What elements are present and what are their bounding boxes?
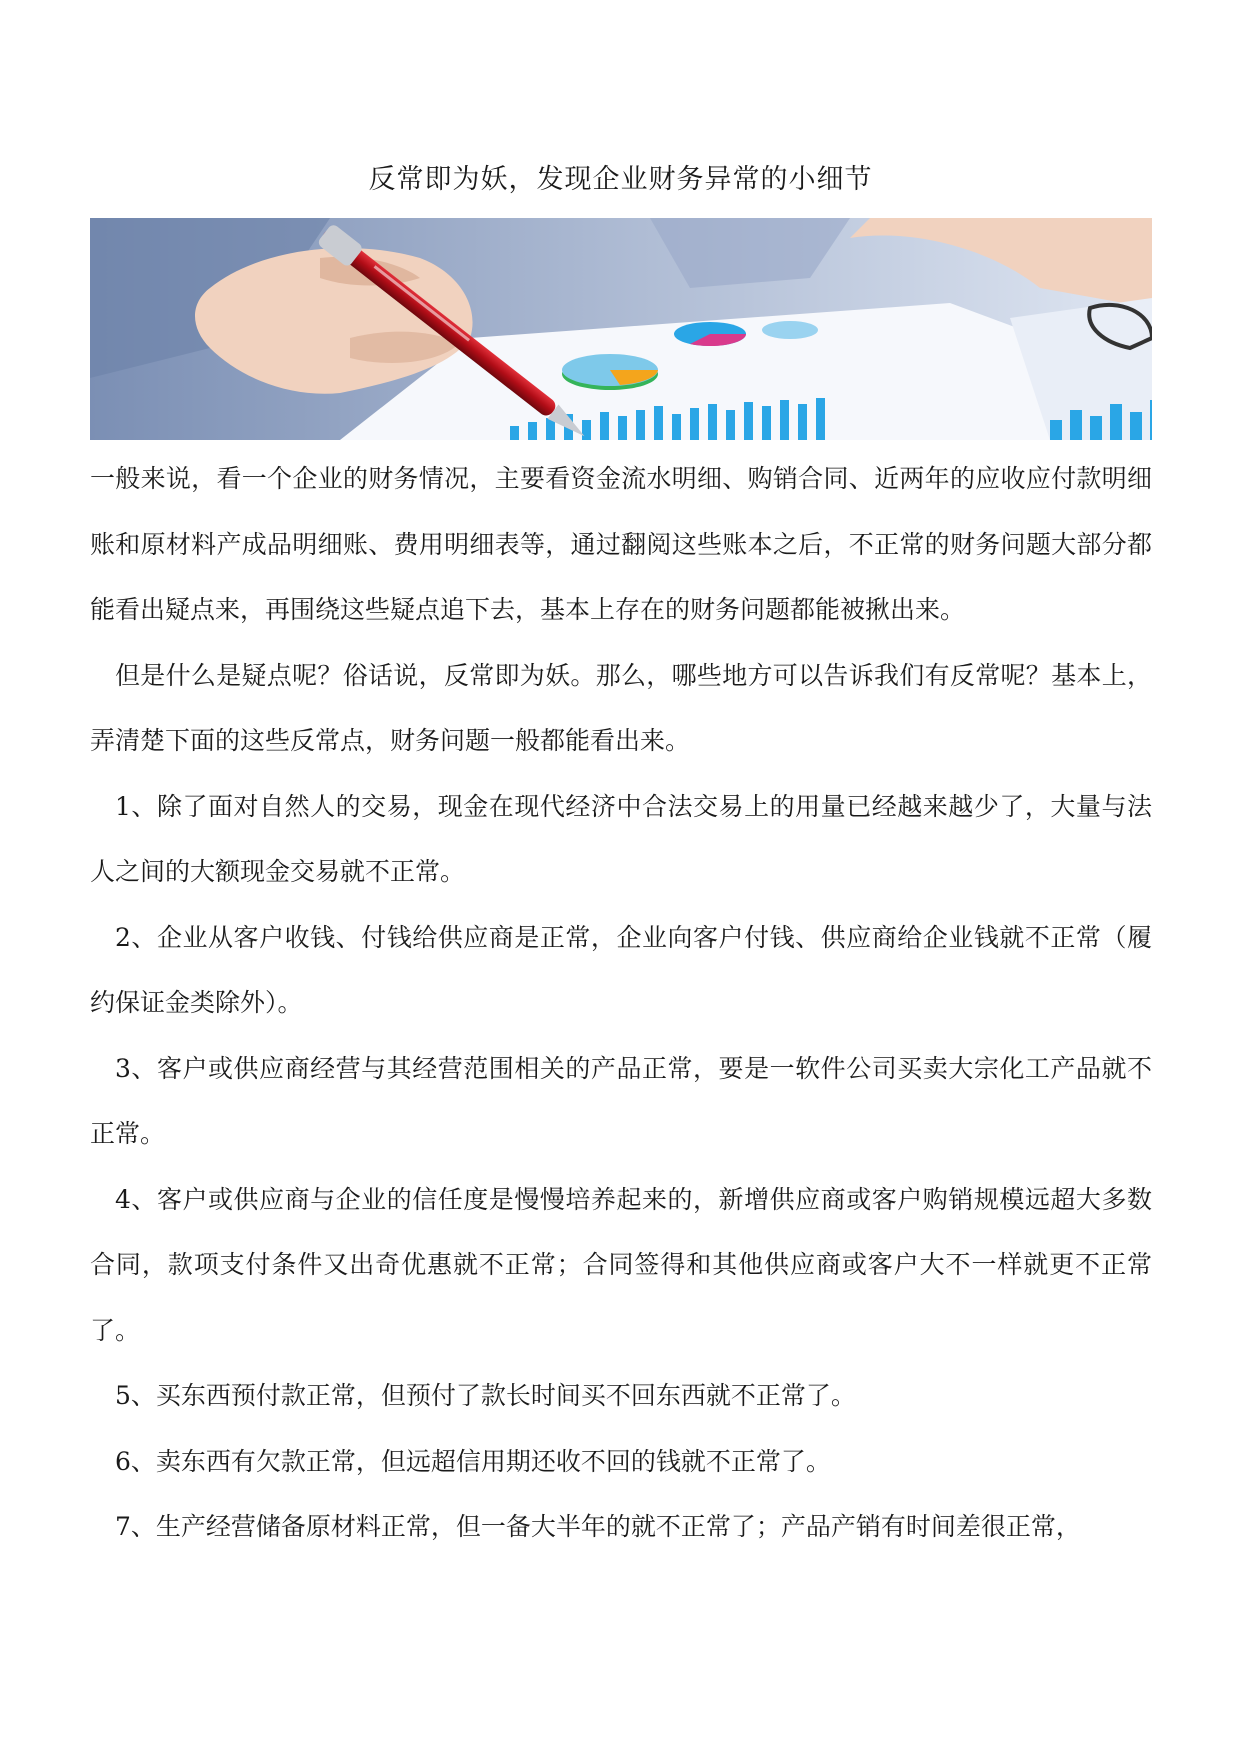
banner-illustration <box>90 218 1152 440</box>
banner-image <box>90 218 1152 440</box>
paragraph: 3、客户或供应商经营与其经营范围相关的产品正常，要是一软件公司买卖大宗化工产品就不正常。 <box>90 1053 1152 1148</box>
chart-bar <box>1150 400 1152 440</box>
document-title: 反常即为妖，发现企业财务异常的小细节 <box>368 164 873 195</box>
chart-bar <box>1110 404 1122 440</box>
chart-bar <box>600 412 609 440</box>
chart-bar <box>1130 412 1142 440</box>
chart-bar <box>780 400 789 440</box>
paragraph: 但是什么是疑点呢？俗话说，反常即为妖。那么，哪些地方可以告诉我们有反常呢？基本上，弄清楚下面的这些反常点，财务问题一般都能看出来。 <box>90 660 1152 755</box>
chart-bar <box>636 410 645 440</box>
chart-bar <box>654 406 663 440</box>
chart-bar <box>672 414 681 440</box>
chart-bar <box>1050 420 1062 440</box>
chart-bar <box>744 402 753 440</box>
chart-bar <box>798 404 807 440</box>
chart-bar <box>726 410 735 440</box>
chart-bar <box>690 408 699 440</box>
chart-bar <box>1090 416 1102 440</box>
chart-bar <box>510 426 519 440</box>
pie-chart-small <box>762 321 818 339</box>
chart-bar <box>618 416 627 440</box>
chart-bar <box>1070 410 1082 440</box>
paragraph: 7、生产经营储备原材料正常，但一备大半年的就不正常了；产品产销有时间差很正常， <box>115 1512 1081 1541</box>
paragraph: 一般来说，看一个企业的财务情况，主要看资金流水明细、购销合同、近两年的应收应付款明细账和原材料产成品明细账、费用明细表等，通过翻阅这些账本之后，不正常的财务问题大部分都能看出疑点来，再围绕这些疑点追下去，基本上存在的财务问题都能被揪出来。 <box>90 464 1152 624</box>
chart-bar <box>528 422 537 440</box>
paragraph: 1、除了面对自然人的交易，现金在现代经济中合法交易上的用量已经越来越少了，大量与法人之间的大额现金交易就不正常。 <box>90 791 1152 886</box>
paragraph: 6、卖东西有欠款正常，但远超信用期还收不回的钱就不正常了。 <box>115 1446 831 1476</box>
chart-bar <box>816 398 825 440</box>
chart-bar <box>708 404 717 440</box>
paragraph: 5、买东西预付款正常，但预付了款长时间买不回东西就不正常了。 <box>115 1381 856 1410</box>
document-body <box>90 446 1152 1560</box>
chart-bar <box>582 420 591 440</box>
chart-bar <box>762 406 771 440</box>
paragraph: 4、客户或供应商与企业的信任度是慢慢培养起来的，新增供应商或客户购销规模远超大多数合同，款项支付条件又出奇优惠就不正常；合同签得和其他供应商或客户大不一样就更不正常了。 <box>90 1184 1152 1345</box>
paragraph: 2、企业从客户收钱、付钱给供应商是正常，企业向客户付钱、供应商给企业钱就不正常（履约保证金类除外）。 <box>90 922 1152 1017</box>
